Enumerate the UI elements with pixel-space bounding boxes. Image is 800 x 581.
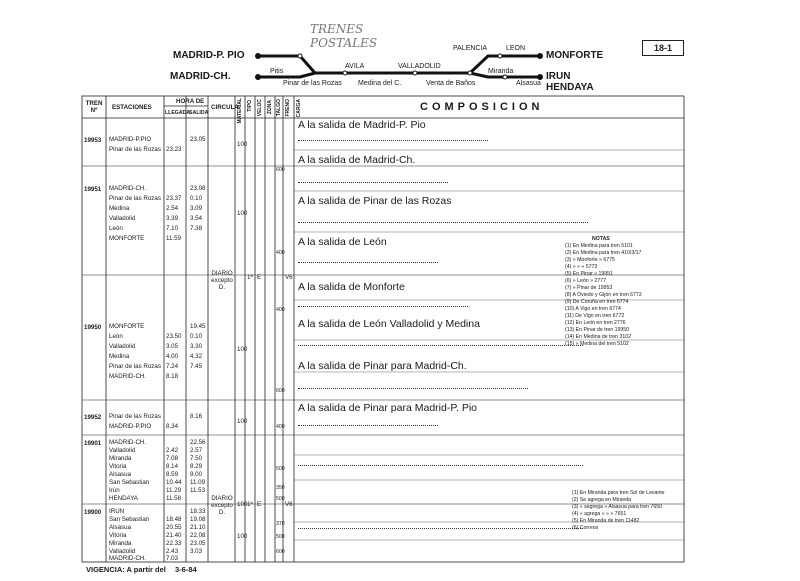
train-number: 19953 <box>84 137 102 144</box>
salida-time: 4.32 <box>190 353 203 360</box>
carga-value: 400 <box>276 250 285 256</box>
veloc-value: 100 <box>237 533 248 540</box>
llegada-time: 7.03 <box>166 555 179 562</box>
llegada-time: 23.37 <box>166 195 182 202</box>
llegada-time: 22.33 <box>166 540 182 547</box>
carga-value: 500 <box>276 466 285 472</box>
nota-item: (8) A Oviedo y Gijón en tren 6772 <box>565 292 642 298</box>
carga-value: 500 <box>276 496 285 502</box>
dest-irun: IRUN <box>546 71 571 82</box>
header-circula: CIRCULA <box>211 104 239 111</box>
salida-time: 23.05 <box>190 540 206 547</box>
composition-title: A la salida de Madrid-Ch. <box>298 154 416 166</box>
tipo-upper: E <box>257 274 262 281</box>
handwritten-note: TRENES POSTALES <box>310 22 378 50</box>
llegada-time: 23.23 <box>166 146 182 153</box>
station-name: Valladolid <box>109 343 136 350</box>
header-vcol-freno: FRENO <box>285 99 291 117</box>
station-alsasua: Alsasua <box>516 80 541 87</box>
circula-lower: DIARIO excepto D. <box>211 495 233 516</box>
nota-item: (12) En León en tren 2776 <box>565 320 626 326</box>
wagon-strip <box>298 465 583 473</box>
salida-time: 3.54 <box>190 215 203 222</box>
station-name: Alsasua <box>109 524 132 531</box>
origin-madrid-ch: MADRID-CH. <box>170 71 231 82</box>
nota-bottom-item: (3) » segrega » Alsasua para tren 7650 <box>572 504 662 510</box>
station-name: HENDAYA <box>109 495 138 502</box>
salida-time: 19.08 <box>190 516 206 523</box>
station-name: Valladolid <box>109 548 136 555</box>
salida-time: 9.00 <box>190 471 203 478</box>
vigencia-date: 3-6-84 <box>175 565 197 574</box>
header-tren: TREN Nº <box>85 100 103 114</box>
header-vcol-talgo: TALGO <box>276 99 282 117</box>
salida-time: 21.10 <box>190 524 206 531</box>
salida-time: 7.50 <box>190 455 203 462</box>
station-name: Alsasua <box>109 471 132 478</box>
salida-time: 18.33 <box>190 508 206 515</box>
nota-bottom-item: (6) Correos <box>572 525 599 531</box>
class-upper: 1ª <box>247 274 253 281</box>
station-name: San Sebastian <box>109 516 150 523</box>
station-name: MADRID-P.PIO <box>109 423 152 430</box>
nota-item: (7) » Pinar de 19953 <box>565 285 613 291</box>
llegada-time: 11.58 <box>166 495 182 502</box>
carga-value: 500 <box>276 534 285 540</box>
llegada-time: 11.29 <box>166 487 182 494</box>
station-name: Pinar de las Rozas <box>109 363 161 370</box>
station-name: Medina <box>109 353 130 360</box>
station-miranda: Miranda <box>488 68 514 75</box>
salida-time: 0.10 <box>190 333 203 340</box>
llegada-time: 20.55 <box>166 524 182 531</box>
station-name: MADRID-P.PIO <box>109 136 152 143</box>
nota-item: (6) » León » 2777 <box>565 278 606 284</box>
wagon-strip <box>298 262 438 270</box>
wagon-strip <box>298 528 583 536</box>
llegada-time: 4.00 <box>166 353 179 360</box>
veloc-value: 100 <box>237 210 248 217</box>
station-valladolid: VALLADOLID <box>398 63 441 70</box>
station-name: León <box>109 333 123 340</box>
salida-time: 11.53 <box>190 487 206 494</box>
carga-value: 600 <box>276 388 285 394</box>
station-name: MADRID-CH. <box>109 185 147 192</box>
salida-time: 3.30 <box>190 343 203 350</box>
nota-item: (9) De Coruña en tren 6774 <box>565 299 629 305</box>
station-avila: AVILA <box>345 63 365 70</box>
nota-item: (3) » Monforte » 6775 <box>565 257 615 263</box>
train-number: 19952 <box>84 414 102 421</box>
station-name: Medina <box>109 205 130 212</box>
salida-time: 8.16 <box>190 413 203 420</box>
station-leon: LEON <box>506 45 526 52</box>
dest-hendaya: HENDAYA <box>546 82 594 93</box>
wagon-strip <box>298 182 448 190</box>
station-name: Vitoria <box>109 463 127 470</box>
wagon-strip <box>298 306 468 314</box>
nota-item: (1) En Medina para tren 5101 <box>565 243 633 249</box>
llegada-time: 23.50 <box>166 333 182 340</box>
composition-title: A la salida de Pinar para Madrid-P. Pio <box>298 402 477 414</box>
salida-time: 22.56 <box>190 439 206 446</box>
station-name: MADRID-CH. <box>109 373 147 380</box>
station-name: Miranda <box>109 455 132 462</box>
llegada-time: 7.08 <box>166 455 179 462</box>
salida-time: 0.10 <box>190 195 203 202</box>
veloc-value: 100 <box>237 141 248 148</box>
station-name: MONFORTE <box>109 323 145 330</box>
nota-item: (4) » » » 5773 <box>565 264 598 270</box>
station-name: Pinar de las Rozas <box>109 146 161 153</box>
salida-time: 11.09 <box>190 479 206 486</box>
composition-title: A la salida de Monforte <box>298 281 405 293</box>
station-name: Vitoria <box>109 532 127 539</box>
header-vcol-veloc: VELOC <box>257 99 263 117</box>
wagon-strip <box>298 388 528 396</box>
carga-value: 350 <box>276 485 285 491</box>
llegada-time: 11.59 <box>166 235 182 242</box>
carga-value: 600 <box>276 549 285 555</box>
nota-bottom-item: (2) Se agrega en Miranda <box>572 497 632 503</box>
salida-time: 7.38 <box>190 225 203 232</box>
train-number: 19951 <box>84 186 102 193</box>
nota-bottom-item: (1) En Miranda para tren Sol de Levante <box>572 490 665 496</box>
station-venta-banos: Venta de Baños <box>426 80 476 87</box>
carga-value: 400 <box>276 424 285 430</box>
llegada-time: 7.24 <box>166 363 179 370</box>
station-name: Irún <box>109 487 120 494</box>
wagon-strip <box>298 222 588 230</box>
nota-bottom-item: (5) En Miranda de tren 11482 <box>572 518 640 524</box>
station-name: León <box>109 225 123 232</box>
salida-time: 3.03 <box>190 548 203 555</box>
origin-madrid-p-pio: MADRID-P. PIO <box>173 50 245 61</box>
llegada-time: 18.48 <box>166 516 182 523</box>
salida-time: 8.29 <box>190 463 203 470</box>
train-number: 19950 <box>84 324 102 331</box>
station-name: Valladolid <box>109 447 136 454</box>
header-vcol-carga: CARGA <box>296 99 302 118</box>
salida-time: 22.08 <box>190 532 206 539</box>
station-name: MADRID-CH. <box>109 555 147 562</box>
station-name: MONFORTE <box>109 235 145 242</box>
wagon-strip <box>298 345 583 353</box>
station-name: Miranda <box>109 540 132 547</box>
header-llegada: LLEGADA <box>165 110 191 116</box>
train-number: 19901 <box>84 440 102 447</box>
nota-item: (13) En Pinar de tren 19950 <box>565 327 630 333</box>
header-hora: HORA DE <box>176 98 205 105</box>
composition-title: A la salida de Pinar para Madrid-Ch. <box>298 360 467 372</box>
circula-upper: DIARIO excepto D. <box>211 270 233 291</box>
page-code: 18-1 <box>653 43 672 53</box>
header-vcol-material: MATERIAL <box>237 98 243 124</box>
nota-item: (14) En Medina de tren 3102 <box>565 334 632 340</box>
station-palencia: PALENCIA <box>453 45 488 52</box>
nota-item: (15) » Medina del tren 5102 <box>565 341 629 347</box>
dest-monforte: MONFORTE <box>546 50 604 61</box>
llegada-time: 8.34 <box>166 423 179 430</box>
nota-item: (11) De Vigo en tren 6772 <box>565 313 625 319</box>
composition-title: A la salida de Pinar de las Rozas <box>298 195 452 207</box>
class-lower: 1ª <box>247 501 253 508</box>
llegada-time: 2.43 <box>166 548 179 555</box>
header-salida: SALIDA <box>189 110 209 116</box>
llegada-time: 2.54 <box>166 205 179 212</box>
composition-title: A la salida de Madrid-P. Pio <box>298 119 426 131</box>
station-name: Pinar de las Rozas <box>109 195 161 202</box>
header-estaciones: ESTACIONES <box>112 104 152 111</box>
header-vcol-tipo: TIPO <box>247 100 253 112</box>
nota-item: (10) A Vigo en tren 6774 <box>565 306 621 312</box>
station-medina: Medina del C. <box>358 80 402 87</box>
salida-time: 23.05 <box>190 136 206 143</box>
header-vcol-zona: ZONA <box>267 100 273 115</box>
station-name: IRUN <box>109 508 125 515</box>
station-name: Pinar de las Rozas <box>109 413 161 420</box>
header-composicion: COMPOSICION <box>420 101 544 113</box>
tipo-lower: E <box>257 501 262 508</box>
llegada-time: 3.39 <box>166 215 179 222</box>
veloc-value: 100 <box>237 346 248 353</box>
station-name: MADRID-CH. <box>109 439 147 446</box>
nota-item: (2) En Medina para tren 410/3/17 <box>565 250 642 256</box>
llegada-time: 8.59 <box>166 471 179 478</box>
station-pitis: Pitis <box>270 68 284 75</box>
veloc-value: 100 <box>237 418 248 425</box>
salida-time: 3.09 <box>190 205 203 212</box>
carga-value: 600 <box>276 167 285 173</box>
nota-item: (5) En Pinar » 19951 <box>565 271 613 277</box>
llegada-time: 8.18 <box>166 373 179 380</box>
station-name: Valladolid <box>109 215 136 222</box>
salida-time: 19.45 <box>190 323 206 330</box>
carga-value: 370 <box>276 521 285 527</box>
llegada-time: 2.42 <box>166 447 179 454</box>
wagon-strip <box>298 140 488 148</box>
nota-bottom-item: (4) » agrega » » » 7651 <box>572 511 627 517</box>
salida-time: 7.45 <box>190 363 203 370</box>
llegada-time: 3.05 <box>166 343 179 350</box>
wagon-strip <box>298 425 438 433</box>
composition-title: A la salida de León <box>298 236 387 248</box>
train-number: 19900 <box>84 509 102 516</box>
station-pinar: Pinar de las Rozas <box>283 80 342 87</box>
salida-time: 2.57 <box>190 447 203 454</box>
llegada-time: 7.10 <box>166 225 179 232</box>
carga-value: 400 <box>276 307 285 313</box>
freno-upper: V6 <box>285 274 293 281</box>
veloc-value: 100 <box>237 501 248 508</box>
freno-lower: V6 <box>285 501 293 508</box>
station-name: San Sebastian <box>109 479 150 486</box>
llegada-time: 21.40 <box>166 532 182 539</box>
notas-title: NOTAS <box>592 236 610 242</box>
llegada-time: 8.14 <box>166 463 179 470</box>
composition-title: A la salida de León Valladolid y Medina <box>298 318 480 330</box>
llegada-time: 10.44 <box>166 479 182 486</box>
salida-time: 23.08 <box>190 185 206 192</box>
vigencia-label: VIGENCIA: A partir del <box>86 565 166 574</box>
